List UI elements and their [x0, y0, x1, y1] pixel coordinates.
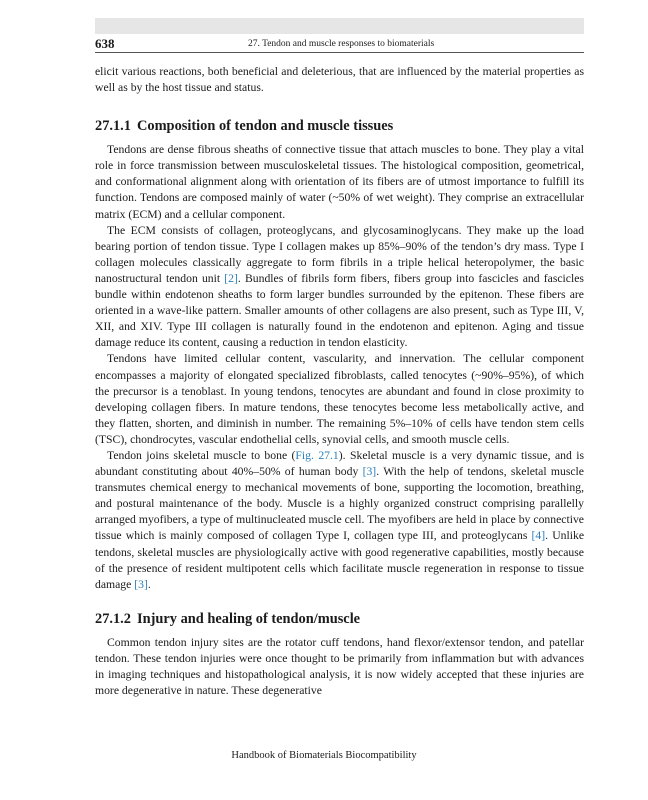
paragraph-tendon-composition: Tendons are dense fibrous sheaths of connective tissue that attach muscles to bone. They play a vital role in force transmission between musculoskeletal tissues. The histological composition, geometrical, and conformational alignment along with orientation of its fibers are of utmost importance to fulfill its function. Tendons are composed mainly of water (~50% of wet weight). They comprise an extracellular matrix (ECM) and a cellular component. [95, 143, 584, 221]
paragraph-text: . With the help of tendons, skeletal muscle transmutes chemical energy to mechanical movements of bone, supporting the locomotion, breathing, and postural maintenance of the body. Muscle is a highly organized construct comprising parallelly arranged myofibers, a type of multinucleated muscle cell. The myofibers are held in place by connective tissue which is mainly composed of collagen Type I, collagen type III, and proteoglycans [95, 465, 584, 543]
section-heading-27-1-1 [95, 117, 584, 135]
section-heading-27-1-2 [95, 610, 584, 628]
section-title: Injury and healing of tendon/muscle [136, 610, 361, 627]
figure-link[interactable]: Fig. 27.1 [295, 448, 339, 462]
section-title: Composition of tendon and muscle tissues [136, 118, 394, 135]
chapter-title: 27. Tendon and muscle responses to biomaterials [248, 39, 435, 49]
footer-book-title: Handbook of Biomaterials Biocompatibility [231, 750, 417, 761]
page-body [95, 64, 584, 699]
paragraph-cellular-content: Tendons have limited cellular content, vascularity, and innervation. The cellular component encompasses a majority of elongated specialized fibroblasts, called tenocytes (~90%–95%), of which the precursor is a tenoblast. In young tendons, tenocytes are abundant and found in close proximity to developing collagen fibers. In mature tendons, these tenocytes become less metabolically active, and they flatten, shorten, and diminish in number. The remaining 5%–10% of cells have tendon stem cells (TSC), chondrocytes, vascular endothelial cells, synovial cells, and smooth muscle cells. [95, 352, 584, 446]
paragraph-ecm [95, 223, 584, 352]
running-head [95, 36, 584, 53]
paragraph-text: . Unlike tendons, skeletal muscles are physiologically active with good regenerative capabilities, mostly because of the presence of resident multipotent cells which facilitate muscle regeneration in response to tissue damage [95, 529, 585, 591]
paragraph-text: . [147, 577, 151, 591]
header-bar [95, 18, 584, 34]
section-number: 27.1.2 [95, 610, 131, 627]
paragraph-text: . Bundles of fibrils form fibers, fibers group into fascicles and fascicles bundle within endotenon sheaths to form larger bundles surrounded by the epitenon. These fibers are oriented in a wave-like pattern. Smaller amounts of other collagens are also present, such as Type III, V, XII, and XIV. Type III collagen is naturally found in the endotenon and epitenon. Aging and tissue damage reduce its content, causing a reduction in tendon elasticity. [95, 271, 584, 350]
paragraph-text: Tendon joins skeletal muscle to bone ( [107, 448, 296, 462]
paragraph-text: The ECM consists of collagen, proteoglycans, and glycosaminoglycans. They make up the load bearing portion of tendon tissue. Type I collagen makes up 85%–90% of the tendon’s dry mass. Type I collagen molecules classically aggregate to form fibrils in a triple helical heteropolymer, the basic nanostructural tendon unit [95, 223, 584, 285]
citation-link[interactable]: [3] [362, 465, 377, 479]
section-number: 27.1.1 [95, 118, 131, 135]
page-number: 638 [95, 36, 115, 51]
citation-link[interactable]: [4] [531, 529, 546, 543]
citation-link[interactable]: [2] [224, 271, 238, 285]
paragraph-tendon-injury: Common tendon injury sites are the rotator cuff tendons, hand flexor/extensor tendon, and patellar tendon. These tendon injuries were once thought to be primarily from inflammation but with advances in imaging techniques and histopathological analysis, it is now widely accepted that these injuries are more degenerative in nature. These degenerative [95, 635, 584, 698]
paragraph-skeletal-muscle [95, 448, 584, 593]
citation-link[interactable]: [3] [134, 577, 148, 591]
intro-paragraph: elicit various reactions, both beneficial and deleterious, that are influenced by the material properties as well as by the host tissue and status. [95, 65, 584, 95]
paragraph-text: ). Skeletal muscle is a very dynamic tissue, and is abundant constituting about 40%–50% of human body [95, 448, 585, 479]
